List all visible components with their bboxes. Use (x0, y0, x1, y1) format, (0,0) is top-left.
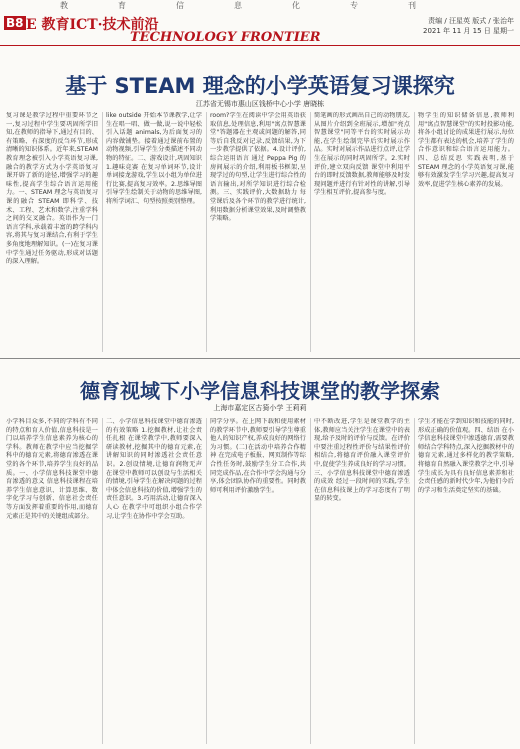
article2-byline: 上海市嘉定区古猗小学 王莉莉 (213, 404, 307, 412)
article2-column-2: 二、小学信息科技课堂中德育渗透的有效策略 1.挖掘教材,让社会责任扎根 在课堂教学中,教师要深入研读教材,挖掘其中的德育元素,在讲解知识的同时渗透社会责任意识。2.创设情境,让德育润物无声 在课堂中教师可以创设与生活相关的情境,引导学生在解决问题的过程中体会信息科技的价值,增强学生的责任意识。3.巧用活动,让德育深入人心 在教学中可组织小组合作学习,让学生在协作中学会互助。 (106, 418, 202, 520)
section-band (0, 30, 321, 45)
section-english-title: TECHNOLOGY FRONTIER (130, 30, 321, 45)
article2-column-4: 中不断改进,学生是课堂教学的主体,教师应当关注学生在课堂中的表现,给予及时的评价与反馈。在评价中要注重过程性评价与结果性评价相结合,将德育评价融入课堂评价中,促使学生养成良好的学习习惯。三、小学信息科技课堂中德育渗透的成效 经过一段时间的实践,学生在信息科技课上的学习态度有了明显的转变。 (314, 418, 410, 503)
column-divider (414, 112, 415, 352)
article1-column-4: 简笔画的形式画出自己的动物朋友,从图片介绍到全班展示,增加"亮点智慧课堂"同等平台的实时展示功能,在学生绘制完毕后实时展示作品。实时对展示作品进行点评,让学生在展示的同时巩固所学。2.实时评价,建立双向反馈 课堂中利用平台的即时反馈数据,教师能够及时发现问题并进行有针对性的讲解,引导学生相互评价,提高参与度。 (314, 112, 410, 197)
strip-char: 化 (292, 1, 315, 10)
date-line: 2021 年 11 月 15 日 星期一 (423, 27, 514, 35)
article1-column-1: 复习课是教学过程中重要环节之一,复习过程中学生要巩固所学旧知,在教师的指导下,通过有目的、有策略、有深度的反刍环节,形成清晰的知识体系。近年来,STEAM 教育理念被引入小学英语复习课,融合的教学方式为小学英语复习课开辟了新的途径,增强学习的趣味性,提高学生综合语言运用能力。一、STEAM 理念与英语复习课的融合 STEAM 即科学、技术、工程、艺术和数学,注重学科之间的交叉融合。英语作为一门语言学科,承载着丰富的跨学科内容,将其与复习课结合,有利于学生多角度地理解知识。(一)在复习课中学生通过任务驱动,形成对话题的深入理解。 (6, 112, 98, 266)
page-number: B8 (6, 16, 24, 30)
column-divider (206, 418, 207, 744)
strip-char: 刊 (408, 1, 431, 10)
strip-char: 息 (234, 1, 257, 10)
column-divider (310, 112, 311, 352)
editor-line: 责编 / 汪星英 版式 / 张治年 (428, 17, 514, 25)
section-title: E 教育ICT·技术前沿 (26, 17, 159, 33)
column-divider (102, 418, 103, 744)
strip-char: 教 (60, 1, 83, 10)
article1-column-3: room?学生在阅读中学会用英语获取信息,处理信息,利用"寓点智慧课堂"答题器在主观或问题的解答,同等后自我反对记录,反馈结果,为下一步教学提供了依据。4.设计评价,综合运用语言 通过 Peppa Pig 的房间展示的介绍,利用板书框架,呈现学过的句型,让学生进行综合性的语言输出,对所学知识进行综合检测。三、实践评价,大数据助力 每堂课后及各个环节的教学进行统计,利用数据分析课堂效果,及时调整教学策略。 (210, 112, 306, 223)
header-rule (0, 45, 520, 46)
column-divider (310, 418, 311, 744)
article1-title: 基于 STEAM 理念的小学英语复习课探究 (65, 74, 455, 98)
strip-char: 信 (176, 1, 199, 10)
column-divider (206, 112, 207, 352)
article2-title: 德育视域下小学信息科技课堂的教学探索 (80, 379, 440, 403)
article2-column-5: 学生才能在学到知识和技能的同时,形成正确的价值观。四、结语 在小学信息科技课堂中渗透德育,需要教师结合学科特点,深入挖掘教材中的德育元素,通过多样化的教学策略,将德育自然融入课堂教学之中,引导学生成长为具有良好信息素养和社会责任感的新时代少年,为他们今后的学习和生活奠定坚实的基础。 (418, 418, 514, 494)
issue-meta (423, 16, 514, 36)
article-divider (0, 358, 520, 359)
column-divider (102, 112, 103, 352)
article1-byline: 江苏省无锡市惠山区钱桥中心小学 唐晓栋 (195, 100, 325, 108)
column-divider (414, 418, 415, 744)
strip-char: 专 (350, 1, 373, 10)
masthead-strip (0, 0, 520, 10)
strip-char: 育 (118, 1, 141, 10)
article1-column-5: 物学生的知识储备信息,教师利用"寓点智慧课堂"的实时投影功能,将各小组讨论的成果进行展示,每位学生都有表达的机会,培养了学生的合作意识和综合语言运用能力。四、总结反思 实践表明,基于 STEAM 理念的小学英语复习课,能够有效激发学生学习兴趣,提高复习效率,促进学生核心素养的发展。 (418, 112, 514, 188)
article1-column-2: like outside 开始本节课教学,让学生在唱一唱、做一做,说一说中轻松引入话题 animals,为后面复习的内容做铺垫。接着通过课前布置的动物视频,引导学生分类描述不同动物的特征。二、游戏设计,巩固知识 1.趣味竞赛 在复习单词环节,设计单词接龙游戏,学生以小组为单位进行比赛,提高复习效率。2.思维导图 引导学生绘制关于动物的思维导图,将所学词汇、句型按照类别整理。 (106, 112, 202, 205)
article2-column-1: 小学科目众多,不同的学科有不同的特点和育人价值,信息科技是一门以培养学生信息素养为核心的学科。教师在教学中应当挖掘学科中的德育元素,将德育渗透在课堂的各个环节,培养学生良好的品质。一、小学信息科技课堂中德育渗透的意义 信息科技课程在培养学生信息意识、计算思维、数字化学习与创新、信息社会责任等方面发挥着重要的作用,而德育元素正是其中的关键组成部分。 (6, 418, 98, 520)
article2-column-3: 同学分享。在上网下载和使用素材的教学环节中,教师要引导学生尊重他人的知识产权,养成良好的网络行为习惯。(二)在活动中培养合作精神 在完成电子板报、网页制作等综合性任务时,鼓励学生分工合作,共同完成作品,在合作中学会沟通与分享,体会团队协作的重要性。同时教师可利用评价激励学生。 (210, 418, 306, 494)
page-header (0, 14, 520, 44)
